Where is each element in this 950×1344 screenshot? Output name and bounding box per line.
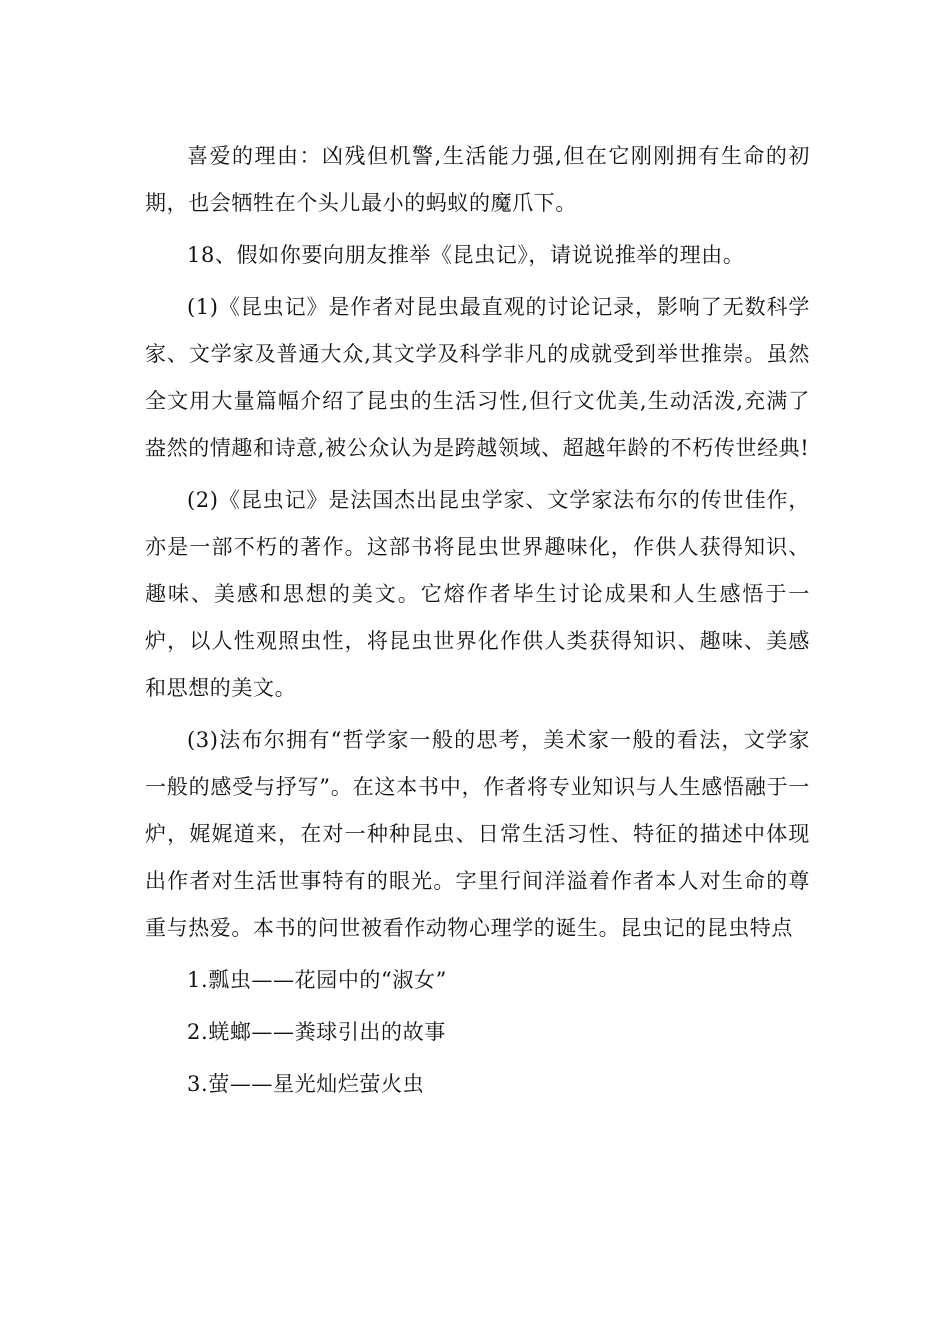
list-item: 1.瓢虫——花园中的“淑女” bbox=[187, 968, 447, 992]
list-item: 2.蜣螂——粪球引出的故事 bbox=[187, 1020, 446, 1044]
paragraph-point-2: (2)《昆虫记》是法国杰出昆虫学家、文学家法布尔的传世佳作，亦是一部不朽的著作。这部书将昆虫世界趣味化，作供人获得知识、趣味、美感和思想的美文。它熔作者毕生讨论成果和人生感悟于一炉，以人性观照虫性，将昆虫世界化作供人类获得知识、趣味、美感和思想的美文。 bbox=[145, 488, 810, 700]
paragraph-point-1: (1)《昆虫记》是作者对昆虫最直观的讨论记录，影响了无数科学家、文学家及普通大众,其文学及科学非凡的成就受到举世推崇。虽然全文用大量篇幅介绍了昆虫的生活习性,但行文优美,生动活泼,充满了盎然的情趣和诗意,被公众认为是跨越领域、超越年龄的不朽传世经典! bbox=[145, 295, 810, 460]
document-body bbox=[145, 133, 810, 1108]
list-item: 3.萤——星光灿烂萤火虫 bbox=[187, 1072, 425, 1096]
paragraph-reason: 喜爱的理由：凶残但机警,生活能力强,但在它刚刚拥有生命的初期，也会牺牲在个头儿最小的蚂蚁的魔爪下。 bbox=[145, 144, 810, 215]
paragraph-point-3: (3)法布尔拥有“哲学家一般的思考，美术家一般的看法，文学家一般的感受与抒写”。在这本书中，作者将专业知识与人生感悟融于一炉，娓娓道来，在对一种种昆虫、日常生活习性、特征的描述中体现出作者对生活世事特有的眼光。字里行间洋溢着作者本人对生命的尊重与热爱。本书的问世被看作动物心理学的诞生。昆虫记的昆虫特点 bbox=[145, 728, 810, 940]
paragraph-question-18: 18、假如你要向朋友推举《昆虫记》，请说说推举的理由。 bbox=[187, 243, 745, 267]
